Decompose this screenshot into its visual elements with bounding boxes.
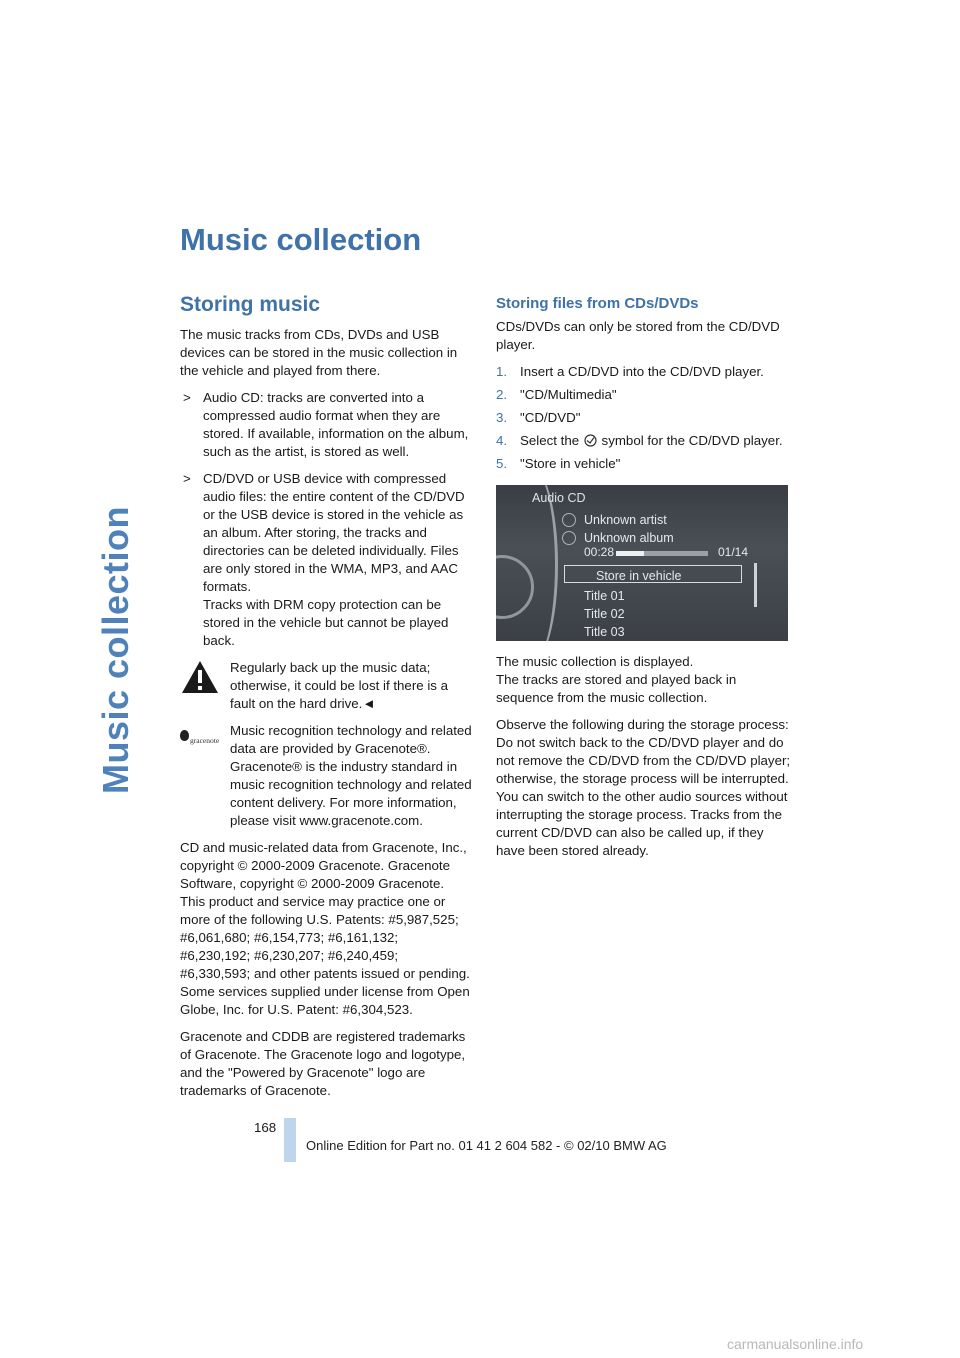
bullet-text: CD/DVD or USB device with compressed audio files: the entire content of the CD/DVD or the USB device is stored in the vehicle as an album. After storing, the tracks and directories can be deleted individually. Files are only stored in the WMA, MP3, and AAC formats. bbox=[203, 471, 465, 594]
footer-edition: Online Edition for Part no. 01 41 2 604 582 - © 02/10 BMW AG bbox=[306, 1138, 667, 1153]
step-text: "CD/Multimedia" bbox=[520, 387, 617, 402]
side-tab bbox=[86, 230, 146, 1070]
step-text: "Store in vehicle" bbox=[520, 456, 621, 471]
screen-title-item: Title 01 bbox=[584, 589, 625, 603]
step-number: 5. bbox=[496, 456, 508, 471]
idrive-screen-image bbox=[496, 485, 788, 641]
step-number: 2. bbox=[496, 387, 508, 402]
copyright-paragraph: CD and music-related data from Gracenote, Inc., copyright © 2000-2009 Gracenote. Gracenote Software, copyright © 2000-2009 Gracenote. This product and service may practice one or more of the following U.S. Patents: #5,987,525; #6,061,680; #6,154,773; #6,161,132; #6,230,192; #6,230,207; #6,240,459; #6,330,593; and other patents issued or pending. Some services supplied under license from Open Globe, Inc. for U.S. Patent: #6,304,523. bbox=[180, 840, 470, 1017]
step-number: 4. bbox=[496, 433, 508, 448]
step-number: 1. bbox=[496, 364, 508, 379]
observe-paragraph bbox=[496, 716, 792, 860]
result-line: The music collection is displayed. bbox=[496, 654, 694, 669]
step-text-before: Select the bbox=[520, 433, 580, 448]
page-number: 168 bbox=[254, 1120, 277, 1135]
gracenote-text: Music recognition technology and related data are provided by Gracenote®. Gracenote® is the industry standard in music recognition technology and related content delivery. For more information, please visit www.gracenote.com. bbox=[230, 723, 472, 828]
page-title: Music collection bbox=[180, 222, 422, 257]
intro-paragraph: The music tracks from CDs, DVDs and USB devices can be stored in the music collection in the vehicle and played from there. bbox=[180, 327, 458, 378]
gracenote-logo-text: gracenote bbox=[190, 736, 220, 745]
side-tab-label: Music collection bbox=[95, 505, 136, 795]
screen-elapsed: 00:28 bbox=[584, 545, 615, 559]
screen-selected-item: Store in vehicle bbox=[596, 569, 682, 583]
bullet-text: Audio CD: tracks are converted into a compressed audio format when they are stored. If available, information on the album, such as the artist, is stored as well. bbox=[203, 390, 469, 459]
album-icon bbox=[562, 531, 576, 545]
screen-album: Unknown album bbox=[584, 531, 674, 545]
bullet-text: Tracks with DRM copy protection can be stored in the vehicle but cannot be played back. bbox=[203, 597, 449, 648]
screen-artist: Unknown artist bbox=[584, 513, 667, 527]
list-item bbox=[496, 386, 792, 404]
watermark: carmanualsonline.info bbox=[727, 1336, 864, 1352]
list-item bbox=[180, 389, 472, 461]
list-item bbox=[496, 455, 792, 473]
warning-text: Regularly back up the music data; otherwise, it could be lost if there is a fault on the hard drive. bbox=[230, 660, 449, 711]
screen-track: 01/14 bbox=[718, 545, 749, 559]
observe-line: Do not switch back to the CD/DVD player and do not remove the CD/DVD from the CD/DVD player; otherwise, the storage process will be interrupted. bbox=[496, 735, 791, 786]
list-item bbox=[496, 363, 792, 381]
warning-note bbox=[180, 659, 472, 713]
list-item bbox=[496, 432, 792, 450]
artist-icon bbox=[562, 513, 576, 527]
gracenote-logo-icon bbox=[180, 722, 228, 752]
right-column bbox=[496, 294, 792, 869]
bullet-list bbox=[180, 389, 472, 650]
trademark-paragraph: Gracenote and CDDB are registered trademarks of Gracenote. The Gracenote logo and logotype, and the "Powered by Gracenote" logo are trademarks of Gracenote. bbox=[180, 1029, 466, 1098]
screen-progress-bar bbox=[616, 551, 708, 556]
screen-scrollbar bbox=[754, 563, 757, 607]
intro-paragraph: CDs/DVDs can only be stored from the CD/DVD player. bbox=[496, 319, 780, 352]
warning-icon bbox=[180, 659, 220, 695]
step-number: 3. bbox=[496, 410, 508, 425]
list-item bbox=[180, 470, 472, 650]
step-text: Insert a CD/DVD into the CD/DVD player. bbox=[520, 364, 764, 379]
bullet-marker: > bbox=[183, 390, 191, 405]
screen-title-item: Title 03 bbox=[584, 625, 625, 639]
step-text: "CD/DVD" bbox=[520, 410, 581, 425]
gracenote-note bbox=[180, 722, 472, 830]
bullet-marker: > bbox=[183, 471, 191, 486]
result-paragraph bbox=[496, 653, 792, 707]
observe-line: Observe the following during the storage process: bbox=[496, 717, 789, 732]
step-text-after: symbol for the CD/DVD player. bbox=[601, 433, 783, 448]
cd-options-icon bbox=[583, 434, 598, 447]
screen-header: Audio CD bbox=[532, 491, 586, 505]
result-line: The tracks are stored and played back in sequence from the music collection. bbox=[496, 672, 737, 705]
end-mark: ◄ bbox=[362, 696, 376, 711]
footer-bar bbox=[284, 1118, 296, 1162]
section-heading-storing-music: Storing music bbox=[180, 293, 321, 316]
section-heading-storing-files: Storing files from CDs/DVDs bbox=[496, 295, 699, 312]
left-column bbox=[180, 292, 472, 1109]
list-item bbox=[496, 409, 792, 427]
observe-line: You can switch to the other audio sources without interrupting the storage process. Tracks from the current CD/DVD can also be called up, if they have been stored already. bbox=[496, 789, 788, 858]
screen-title-item: Title 02 bbox=[584, 607, 625, 621]
steps-list bbox=[496, 363, 792, 473]
